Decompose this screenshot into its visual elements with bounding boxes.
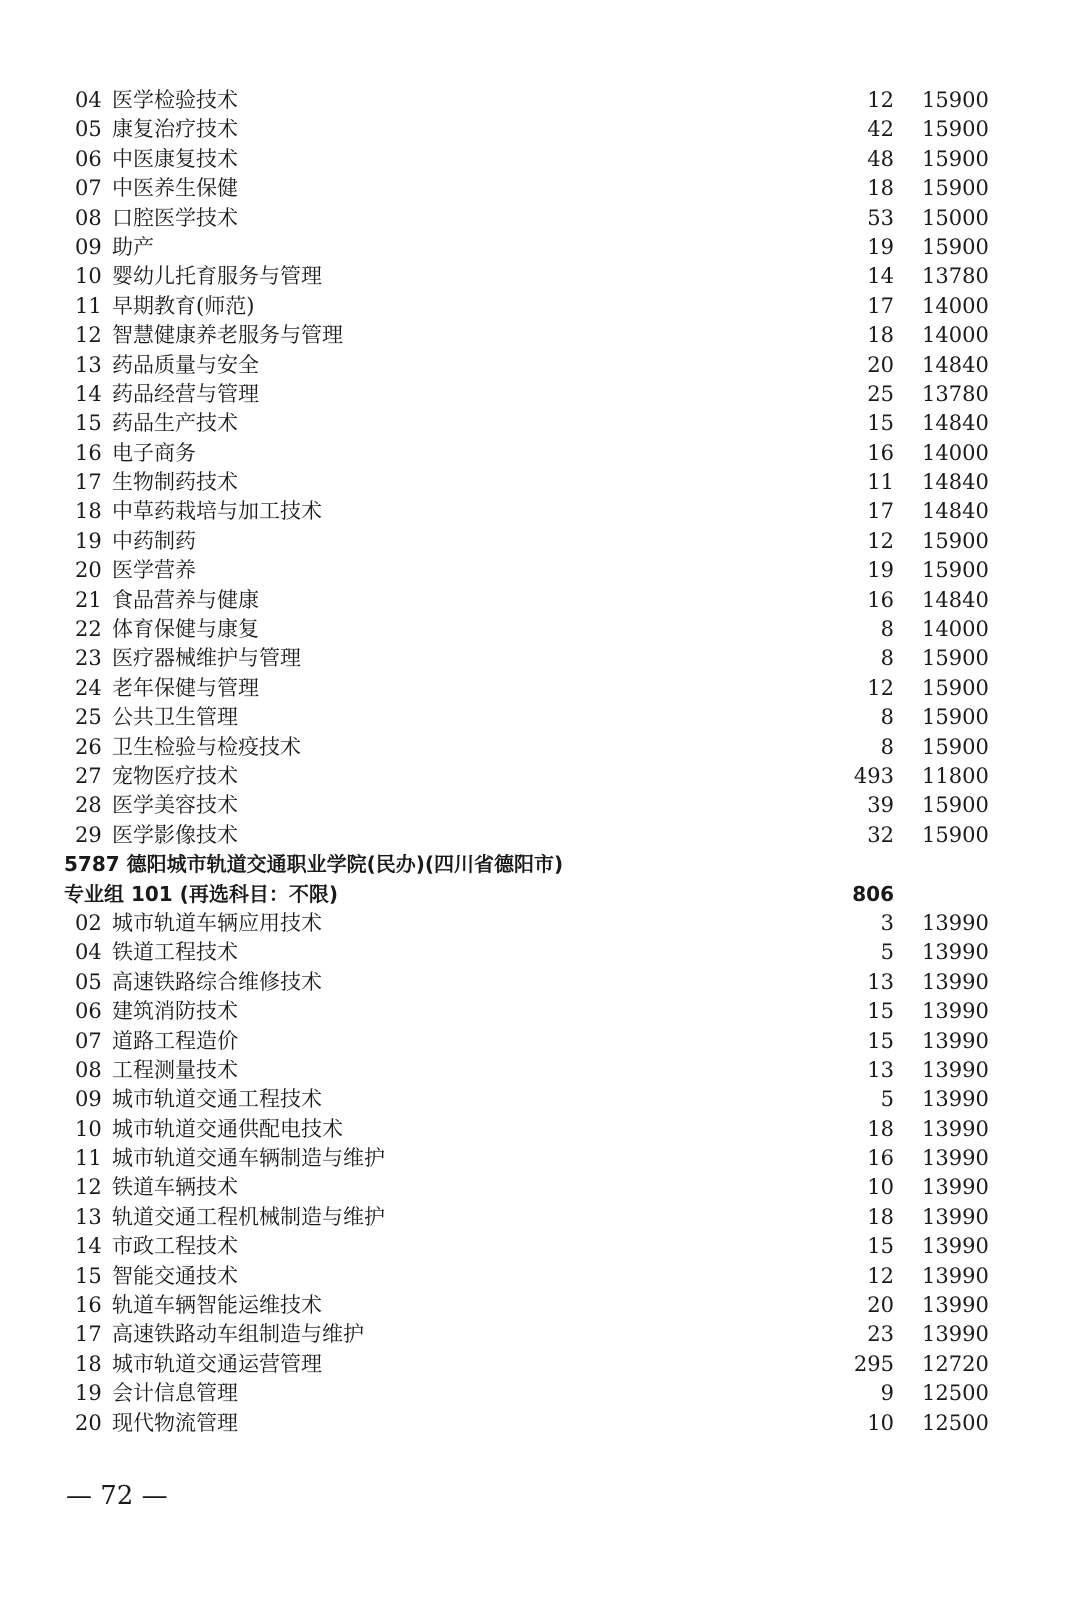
major-name: 中草药栽培与加工技术 [112,499,322,524]
table-row [64,380,989,409]
enrollment-count: 25 [867,381,894,406]
table-row [64,1085,989,1114]
major-name: 医疗器械维护与管理 [112,646,301,671]
major-code: 19 [75,528,102,553]
table-row [64,409,989,438]
table-row [64,1262,989,1291]
enrollment-count: 18 [867,323,894,348]
major-code: 08 [75,205,102,230]
enrollment-count: 11 [867,470,894,495]
tuition-fee: 13990 [922,1087,989,1112]
heading-text: 专业组 101 (再选科目：不限) [64,881,338,906]
enrollment-count: 12 [867,1263,894,1288]
tuition-fee: 13780 [922,381,989,406]
major-code: 14 [75,381,102,406]
major-name: 市政工程技术 [112,1234,238,1259]
enrollment-count: 12 [867,528,894,553]
major-code: 26 [75,734,102,759]
major-code: 29 [75,822,102,847]
table-row [64,351,989,380]
major-name: 高速铁路综合维修技术 [112,969,322,994]
major-code: 07 [75,176,102,201]
tuition-fee: 15900 [922,675,989,700]
table-row [64,233,989,262]
table-row [64,468,989,497]
major-name: 智慧健康养老服务与管理 [112,323,343,348]
table-row [64,703,989,732]
enrollment-count: 15 [867,1028,894,1053]
table-row [64,527,989,556]
table-row [64,262,989,291]
tuition-fee: 13990 [922,1263,989,1288]
enrollment-count: 23 [867,1322,894,1347]
major-code: 10 [75,264,102,289]
major-code: 04 [75,88,102,112]
enrollment-count: 9 [880,1381,894,1406]
major-code: 15 [75,411,102,436]
table-row [64,1291,989,1320]
table-row [64,321,989,350]
major-code: 09 [75,1087,102,1112]
major-code: 11 [75,293,102,318]
tuition-fee: 14000 [922,323,989,348]
major-code: 24 [75,675,102,700]
table-row [64,86,989,115]
enrollment-count: 19 [867,558,894,583]
tuition-fee: 14840 [922,411,989,436]
enrollment-count: 32 [867,822,894,847]
enrollment-count: 10 [867,1175,894,1200]
tuition-fee: 15900 [922,146,989,171]
major-name: 中医康复技术 [112,146,238,171]
tuition-fee: 14840 [922,470,989,495]
major-code: 15 [75,1263,102,1288]
enrollment-count: 42 [867,117,894,142]
table-row [64,733,989,762]
major-code: 13 [75,352,102,377]
enrollment-count: 15 [867,411,894,436]
tuition-fee: 12720 [922,1351,989,1376]
table-row [64,1320,989,1349]
major-code: 28 [75,793,102,818]
major-name: 医学营养 [112,558,196,583]
tuition-fee: 11800 [922,763,989,788]
enrollment-count: 20 [867,352,894,377]
major-code: 13 [75,1204,102,1229]
major-code: 10 [75,1116,102,1141]
major-name: 生物制药技术 [112,470,238,495]
major-code: 05 [75,969,102,994]
tuition-fee: 15900 [922,705,989,730]
major-code: 18 [75,499,102,524]
tuition-fee: 13990 [922,1028,989,1053]
major-code: 11 [75,1146,102,1171]
section-heading [64,880,964,909]
table-row [64,1144,989,1173]
tuition-fee: 14000 [922,293,989,318]
major-name: 道路工程造价 [112,1028,238,1053]
table-row [64,1379,989,1408]
major-name: 药品质量与安全 [112,352,259,377]
major-code: 18 [75,1351,102,1376]
major-code: 16 [75,440,102,465]
table-row [64,909,989,938]
table-row [64,556,989,585]
table-row [64,1056,989,1085]
major-name: 建筑消防技术 [112,999,238,1024]
enrollment-count: 39 [867,793,894,818]
tuition-fee: 12500 [922,1381,989,1406]
tuition-fee: 14000 [922,617,989,642]
heading-text: 5787 德阳城市轨道交通职业学院(民办)(四川省德阳市) [64,852,564,877]
table-row [64,1350,989,1379]
major-name: 电子商务 [112,440,196,465]
tuition-fee: 14840 [922,499,989,524]
major-name: 医学美容技术 [112,793,238,818]
table-row [64,791,989,820]
enrollment-count: 18 [867,1204,894,1229]
enrollment-count: 19 [867,234,894,259]
table-row [64,644,989,673]
major-code: 25 [75,705,102,730]
enrollment-count: 16 [867,1146,894,1171]
section-heading [64,850,964,879]
major-name: 宠物医疗技术 [112,763,238,788]
major-name: 康复治疗技术 [112,117,238,142]
major-code: 17 [75,1322,102,1347]
page-number: — 72 — [66,1481,168,1511]
tuition-fee: 13990 [922,910,989,935]
tuition-fee: 13990 [922,1322,989,1347]
table-row [64,615,989,644]
enrollment-table [64,86,989,1438]
major-name: 中药制药 [112,528,196,553]
table-row [64,674,989,703]
major-name: 城市轨道车辆应用技术 [112,910,322,935]
major-name: 早期教育(师范) [112,293,255,318]
major-code: 12 [75,323,102,348]
enrollment-count: 8 [880,617,894,642]
tuition-fee: 15900 [922,234,989,259]
enrollment-count: 8 [880,646,894,671]
enrollment-count: 3 [880,910,894,935]
major-name: 公共卫生管理 [112,705,238,730]
major-name: 铁道工程技术 [112,940,238,965]
table-row [64,1203,989,1232]
enrollment-count: 12 [867,675,894,700]
tuition-fee: 15900 [922,117,989,142]
major-name: 老年保健与管理 [112,675,259,700]
tuition-fee: 13990 [922,969,989,994]
table-row [64,821,989,850]
table-row [64,1232,989,1261]
enrollment-count: 5 [880,940,894,965]
enrollment-count: 20 [867,1293,894,1318]
tuition-fee: 15900 [922,558,989,583]
major-name: 智能交通技术 [112,1263,238,1288]
enrollment-count: 12 [867,88,894,112]
heading-count: 806 [852,881,894,906]
table-row [64,586,989,615]
enrollment-count: 493 [853,763,894,788]
table-row [64,439,989,468]
major-name: 婴幼儿托育服务与管理 [112,264,322,289]
major-name: 高速铁路动车组制造与维护 [112,1322,364,1347]
tuition-fee: 13990 [922,1204,989,1229]
major-name: 体育保健与康复 [112,617,259,642]
table-row [64,115,989,144]
table-row [64,292,989,321]
tuition-fee: 15900 [922,793,989,818]
enrollment-count: 10 [867,1410,894,1435]
enrollment-count: 14 [867,264,894,289]
major-name: 轨道交通工程机械制造与维护 [112,1204,385,1229]
tuition-fee: 13990 [922,1146,989,1171]
major-name: 工程测量技术 [112,1057,238,1082]
major-code: 19 [75,1381,102,1406]
major-code: 17 [75,470,102,495]
table-row [64,938,989,967]
major-name: 助产 [112,234,154,259]
table-row [64,997,989,1026]
major-code: 04 [75,940,102,965]
tuition-fee: 15000 [922,205,989,230]
tuition-fee: 13990 [922,1293,989,1318]
major-name: 轨道车辆智能运维技术 [112,1293,322,1318]
major-name: 会计信息管理 [112,1381,238,1406]
table-row [64,497,989,526]
major-code: 06 [75,146,102,171]
major-code: 16 [75,1293,102,1318]
table-row [64,762,989,791]
tuition-fee: 15900 [922,528,989,553]
enrollment-count: 18 [867,176,894,201]
enrollment-count: 295 [853,1351,894,1376]
major-name: 城市轨道交通工程技术 [112,1087,322,1112]
major-code: 21 [75,587,102,612]
major-name: 医学检验技术 [112,88,238,112]
tuition-fee: 13990 [922,1116,989,1141]
major-name: 中医养生保健 [112,176,238,201]
major-name: 铁道车辆技术 [112,1175,238,1200]
table-row [64,1173,989,1202]
major-code: 20 [75,1410,102,1435]
tuition-fee: 15900 [922,646,989,671]
table-row [64,1115,989,1144]
major-code: 23 [75,646,102,671]
enrollment-count: 15 [867,999,894,1024]
enrollment-count: 5 [880,1087,894,1112]
tuition-fee: 13990 [922,1175,989,1200]
major-code: 14 [75,1234,102,1259]
major-code: 06 [75,999,102,1024]
enrollment-count: 53 [867,205,894,230]
major-name: 口腔医学技术 [112,205,238,230]
major-code: 27 [75,763,102,788]
tuition-fee: 13990 [922,1057,989,1082]
tuition-fee: 15900 [922,734,989,759]
major-name: 药品经营与管理 [112,381,259,406]
major-name: 医学影像技术 [112,822,238,847]
enrollment-count: 15 [867,1234,894,1259]
major-code: 09 [75,234,102,259]
major-name: 药品生产技术 [112,411,238,436]
tuition-fee: 14000 [922,440,989,465]
tuition-fee: 14840 [922,352,989,377]
major-name: 现代物流管理 [112,1410,238,1435]
major-code: 22 [75,617,102,642]
enrollment-count: 17 [867,499,894,524]
enrollment-count: 8 [880,705,894,730]
table-row [64,145,989,174]
table-row [64,1409,989,1438]
enrollment-count: 48 [867,146,894,171]
enrollment-count: 16 [867,440,894,465]
major-name: 城市轨道交通运营管理 [112,1351,322,1376]
table-row [64,204,989,233]
major-code: 08 [75,1057,102,1082]
enrollment-count: 16 [867,587,894,612]
major-code: 05 [75,117,102,142]
enrollment-count: 13 [867,1057,894,1082]
table-row [64,1027,989,1056]
enrollment-count: 17 [867,293,894,318]
tuition-fee: 13990 [922,999,989,1024]
major-name: 食品营养与健康 [112,587,259,612]
major-code: 12 [75,1175,102,1200]
tuition-fee: 15900 [922,88,989,112]
enrollment-count: 8 [880,734,894,759]
major-code: 02 [75,910,102,935]
enrollment-count: 13 [867,969,894,994]
tuition-fee: 13990 [922,1234,989,1259]
tuition-fee: 12500 [922,1410,989,1435]
major-code: 07 [75,1028,102,1053]
table-row [64,968,989,997]
major-code: 20 [75,558,102,583]
tuition-fee: 13990 [922,940,989,965]
tuition-fee: 14840 [922,587,989,612]
major-name: 卫生检验与检疫技术 [112,734,301,759]
major-name: 城市轨道交通车辆制造与维护 [112,1146,385,1171]
enrollment-count: 18 [867,1116,894,1141]
tuition-fee: 13780 [922,264,989,289]
tuition-fee: 15900 [922,822,989,847]
tuition-fee: 15900 [922,176,989,201]
table-row [64,174,989,203]
major-name: 城市轨道交通供配电技术 [112,1116,343,1141]
